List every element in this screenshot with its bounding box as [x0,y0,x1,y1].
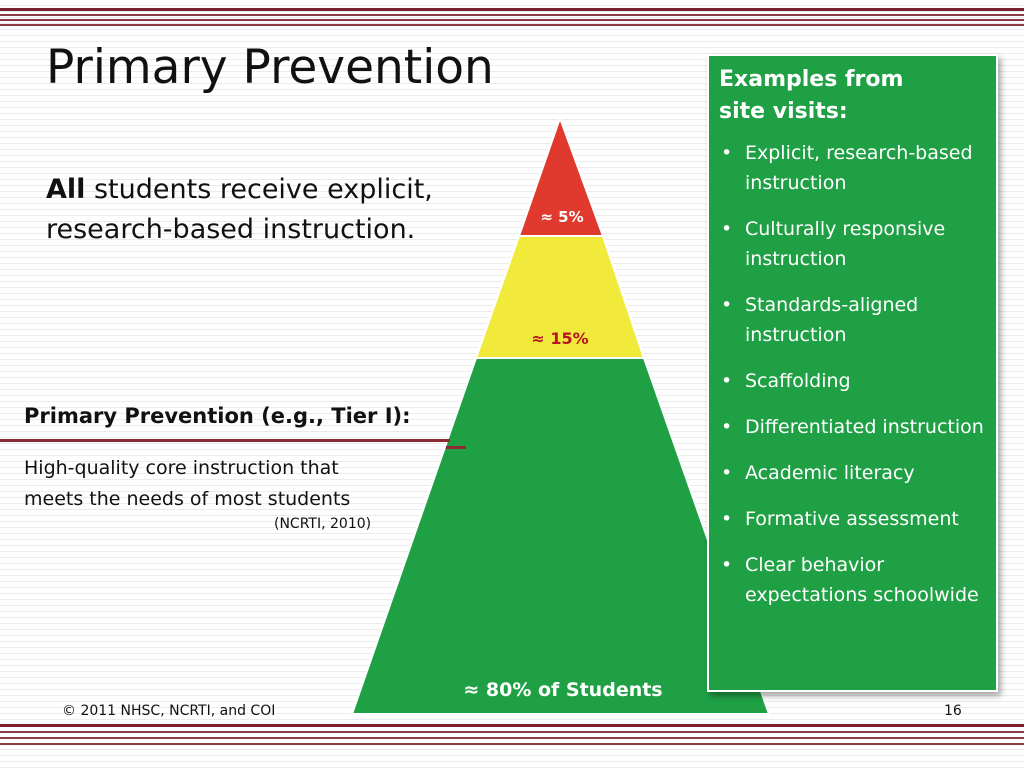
bullet-icon: • [721,554,733,576]
bullet-icon: • [721,370,733,392]
definition-rule [0,439,450,442]
list-item-text: Standards-aligned instruction [745,294,919,346]
list-item [719,550,986,610]
list-item-text: Differentiated instruction [745,416,984,438]
bullet-icon: • [721,508,733,530]
definition-heading: Primary Prevention (e.g., Tier I): [24,404,411,428]
footer-copyright: © 2011 NHSC, NCRTI, and COI [62,703,276,719]
bullet-icon: • [721,218,733,240]
list-item-text: Explicit, research-based instruction [745,142,973,194]
list-item-text: Culturally responsive instruction [745,218,946,270]
list-item-text: Academic literacy [745,462,915,484]
tier-2-label: ≈ 15% [531,329,589,348]
connector-line [446,446,466,449]
bullet-icon: • [721,416,733,438]
bullet-icon: • [721,462,733,484]
list-item-text: Formative assessment [745,508,959,530]
definition-citation: (NCRTI, 2010) [274,516,372,532]
tier-3-label: ≈ 80% of Students [463,679,663,701]
list-item [719,412,986,442]
bullet-icon: • [721,294,733,316]
list-item [719,458,986,488]
list-item [719,138,986,198]
list-item-text: Scaffolding [745,370,851,392]
lead-bold: All [46,174,86,205]
lead-rest: students receive explicit, research-based instruction. [46,174,433,245]
list-item [719,366,986,396]
page-number: 16 [944,703,962,719]
examples-panel [707,54,998,692]
tier-1-label: ≈ 5% [540,208,584,226]
examples-list [719,138,986,610]
list-item [719,214,986,274]
definition-text: High-quality core instruction that meets the needs of most students [24,457,351,510]
list-item [719,290,986,350]
bullet-icon: • [721,142,733,164]
list-item [719,504,986,534]
panel-title: Examples from site visits: [719,67,904,124]
list-item-text: Clear behavior expectations schoolwide [745,554,979,606]
slide-title: Primary Prevention [46,40,494,95]
